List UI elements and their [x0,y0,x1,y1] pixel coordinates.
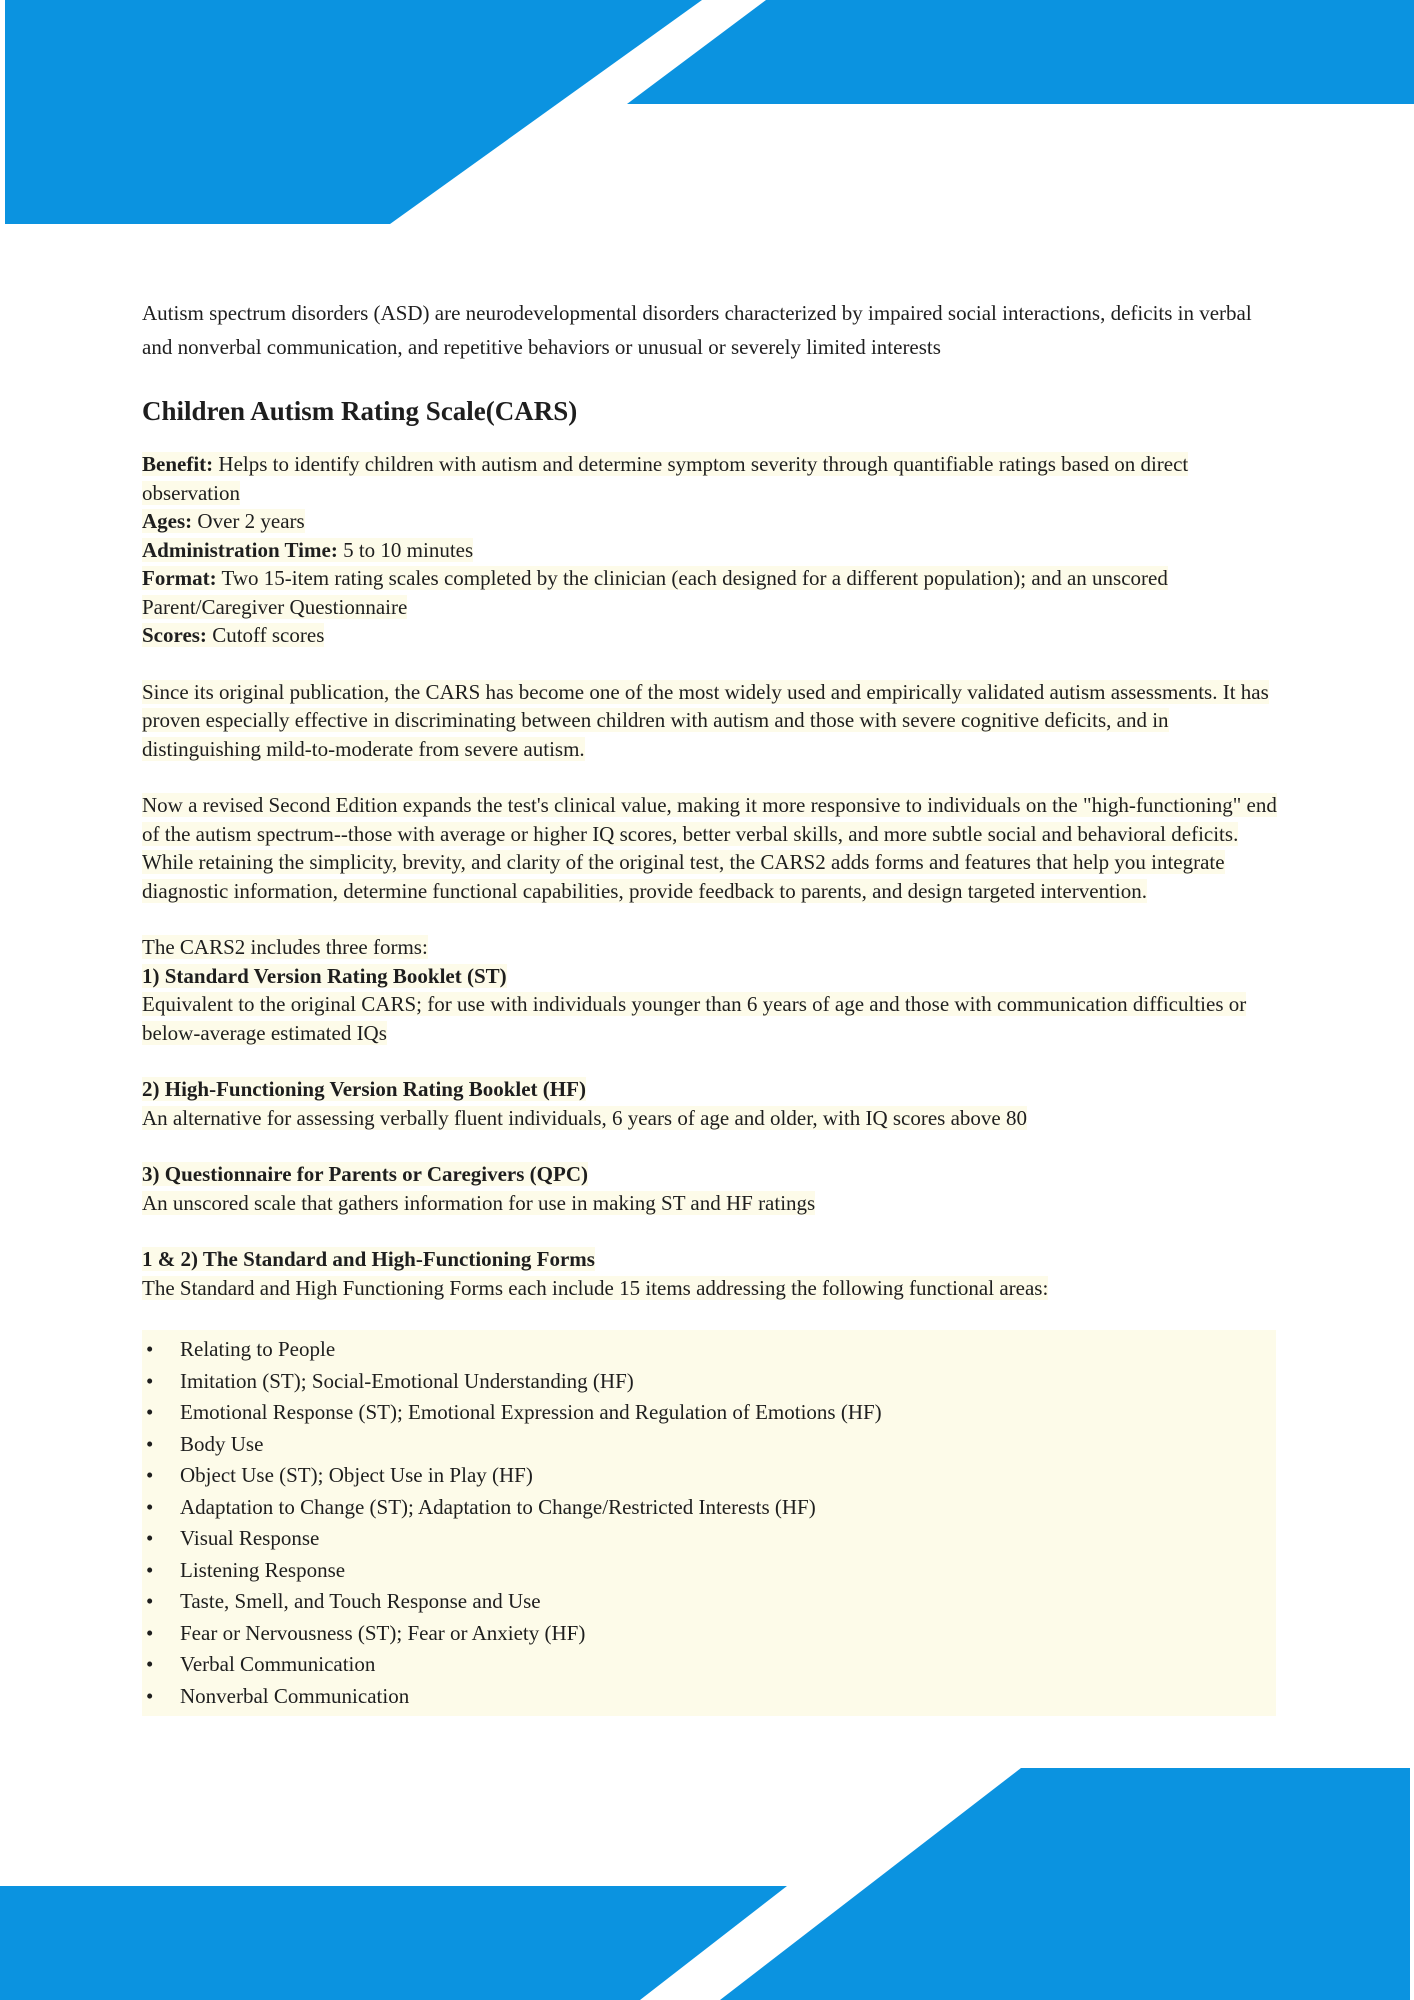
list-item [142,1618,1276,1650]
publication-paragraph-text: Since its original publication, the CARS has become one of the most widely used and empirically validated autism assessments. It has proven especially effective in discriminating between children with autism and those with severe cognitive deficits, and in distinguishing mild-to-moderate from severe autism. [142,679,1269,761]
list-item-text: Relating to People [180,1337,336,1361]
ages-label: Ages: [142,509,193,533]
administration-time-label: Administration Time: [142,537,338,562]
format-line [142,564,1282,621]
list-item-text: Object Use (ST); Object Use in Play (HF) [180,1463,533,1487]
scores-line [142,621,1282,650]
list-item [142,1586,1276,1618]
list-item-text: Fear or Nervousness (ST); Fear or Anxiety (HF) [180,1620,586,1645]
bottom-right-banner-shape [720,1768,1410,2000]
form-standard-high-functioning [142,1245,1282,1302]
bullet-icon: • [146,1431,154,1456]
ages-line [142,507,1282,536]
bullet-icon: • [146,1337,154,1361]
list-item-text: Adaptation to Change (ST); Adaptation to Change/Restricted Interests (HF) [180,1494,816,1519]
bullet-icon: • [146,1494,154,1519]
list-item-text: Listening Response [180,1557,346,1582]
bullet-icon: • [146,1652,154,1676]
second-edition-paragraph-text: Now a revised Second Edition expands the test's clinical value, making it more responsive to individuals on the "high-functioning" end of the autism spectrum--those with average or higher IQ scores, better verbal skills, and more subtle social and behavioral deficits. While retaining the simplicity, brevity, and clarity of the original test, the CARS2 adds forms and features that help you integrate diagnostic information, determine functional capabilities, provide feedback to parents, and design targeted intervention. [142,793,1277,903]
intro-paragraph: Autism spectrum disorders (ASD) are neurodevelopmental disorders characterized by impaired social interactions, deficits in verbal and nonverbal communication, and repetitive behaviors or unusual or severely limited interests [142,301,1252,359]
form-standard-desc [142,990,1282,1047]
form-standard-high-functioning-title [142,1245,1282,1274]
list-item [142,1460,1276,1492]
bottom-left-banner-shape [0,1886,787,2000]
top-right-banner-shape [627,0,1414,104]
document-body [142,296,1282,1716]
list-item [142,1492,1276,1524]
list-item [142,1397,1276,1429]
list-item-text: Taste, Smell, and Touch Response and Use [180,1589,541,1613]
ages-value: Over 2 years [192,509,305,533]
form-standard-title-text: 1) Standard Version Rating Booklet (ST) [142,963,507,988]
format-value: Two 15-item rating scales completed by the clinician (each designed for a different population); and an unscored Parent/Caregiver Questionnaire [142,566,1168,619]
bullet-icon: • [146,1526,154,1550]
administration-time-line [142,536,1282,565]
form-questionnaire-title [142,1160,1282,1189]
list-item [142,1681,1276,1713]
form-questionnaire [142,1160,1282,1217]
list-item-text: Verbal Communication [180,1652,376,1676]
bullet-icon: • [146,1683,154,1708]
bullet-icon: • [146,1620,154,1645]
form-questionnaire-title-text: 3) Questionnaire for Parents or Caregivers (QPC) [142,1162,588,1186]
list-item [142,1555,1276,1587]
scores-label: Scores: [142,623,207,647]
form-high-functioning-desc [142,1104,1282,1133]
top-left-banner-shape [5,0,702,224]
form-standard-high-functioning-title-text: 1 & 2) The Standard and High-Functioning Forms [142,1247,595,1271]
list-item [142,1429,1276,1461]
bullet-icon: • [146,1400,154,1424]
form-standard-title [142,962,1282,991]
form-standard [142,962,1282,1048]
second-edition-paragraph [142,791,1282,905]
list-item [142,1649,1276,1681]
benefit-value: Helps to identify children with autism and determine symptom severity through quantifiable ratings based on direct observation [142,452,1189,505]
form-standard-desc-text: Equivalent to the original CARS; for use with individuals younger than 6 years of age and those with communication difficulties or below-average estimated IQs [142,992,1247,1045]
list-item-text: Nonverbal Communication [180,1683,410,1708]
list-item-text: Imitation (ST); Social-Emotional Understanding (HF) [180,1368,634,1393]
bullet-icon: • [146,1463,154,1487]
format-label: Format: [142,566,217,590]
functional-areas-list [142,1330,1276,1716]
form-high-functioning-desc-text: An alternative for assessing verbally fluent individuals, 6 years of age and older, with IQ scores above 80 [142,1105,1027,1130]
administration-time-value: 5 to 10 minutes [337,537,474,562]
forms-intro-text: The CARS2 includes three forms: [142,935,428,959]
form-high-functioning [142,1075,1282,1132]
forms-intro [142,933,1282,962]
form-standard-high-functioning-desc-text: The Standard and High Functioning Forms each include 15 items addressing the following functional areas: [142,1275,1049,1300]
list-item-text: Body Use [180,1431,264,1456]
list-item [142,1366,1276,1398]
list-item-text: Emotional Response (ST); Emotional Expression and Regulation of Emotions (HF) [180,1400,882,1424]
list-item-text: Visual Response [180,1526,320,1550]
benefit-line [142,450,1282,507]
form-high-functioning-title-text: 2) High-Functioning Version Rating Booklet (HF) [142,1077,586,1101]
bullet-icon: • [146,1589,154,1613]
section-heading: Children Autism Rating Scale(CARS) [142,396,578,426]
bullet-icon: • [146,1368,154,1393]
list-item [142,1334,1276,1366]
list-item [142,1523,1276,1555]
form-standard-high-functioning-desc [142,1274,1282,1303]
form-high-functioning-title [142,1075,1282,1104]
scores-value: Cutoff scores [206,623,325,647]
benefit-label: Benefit: [142,452,214,476]
publication-paragraph [142,678,1282,764]
test-details [142,450,1282,650]
form-questionnaire-desc-text: An unscored scale that gathers information for use in making ST and HF ratings [142,1190,816,1215]
form-questionnaire-desc [142,1189,1282,1218]
bullet-icon: • [146,1557,154,1582]
